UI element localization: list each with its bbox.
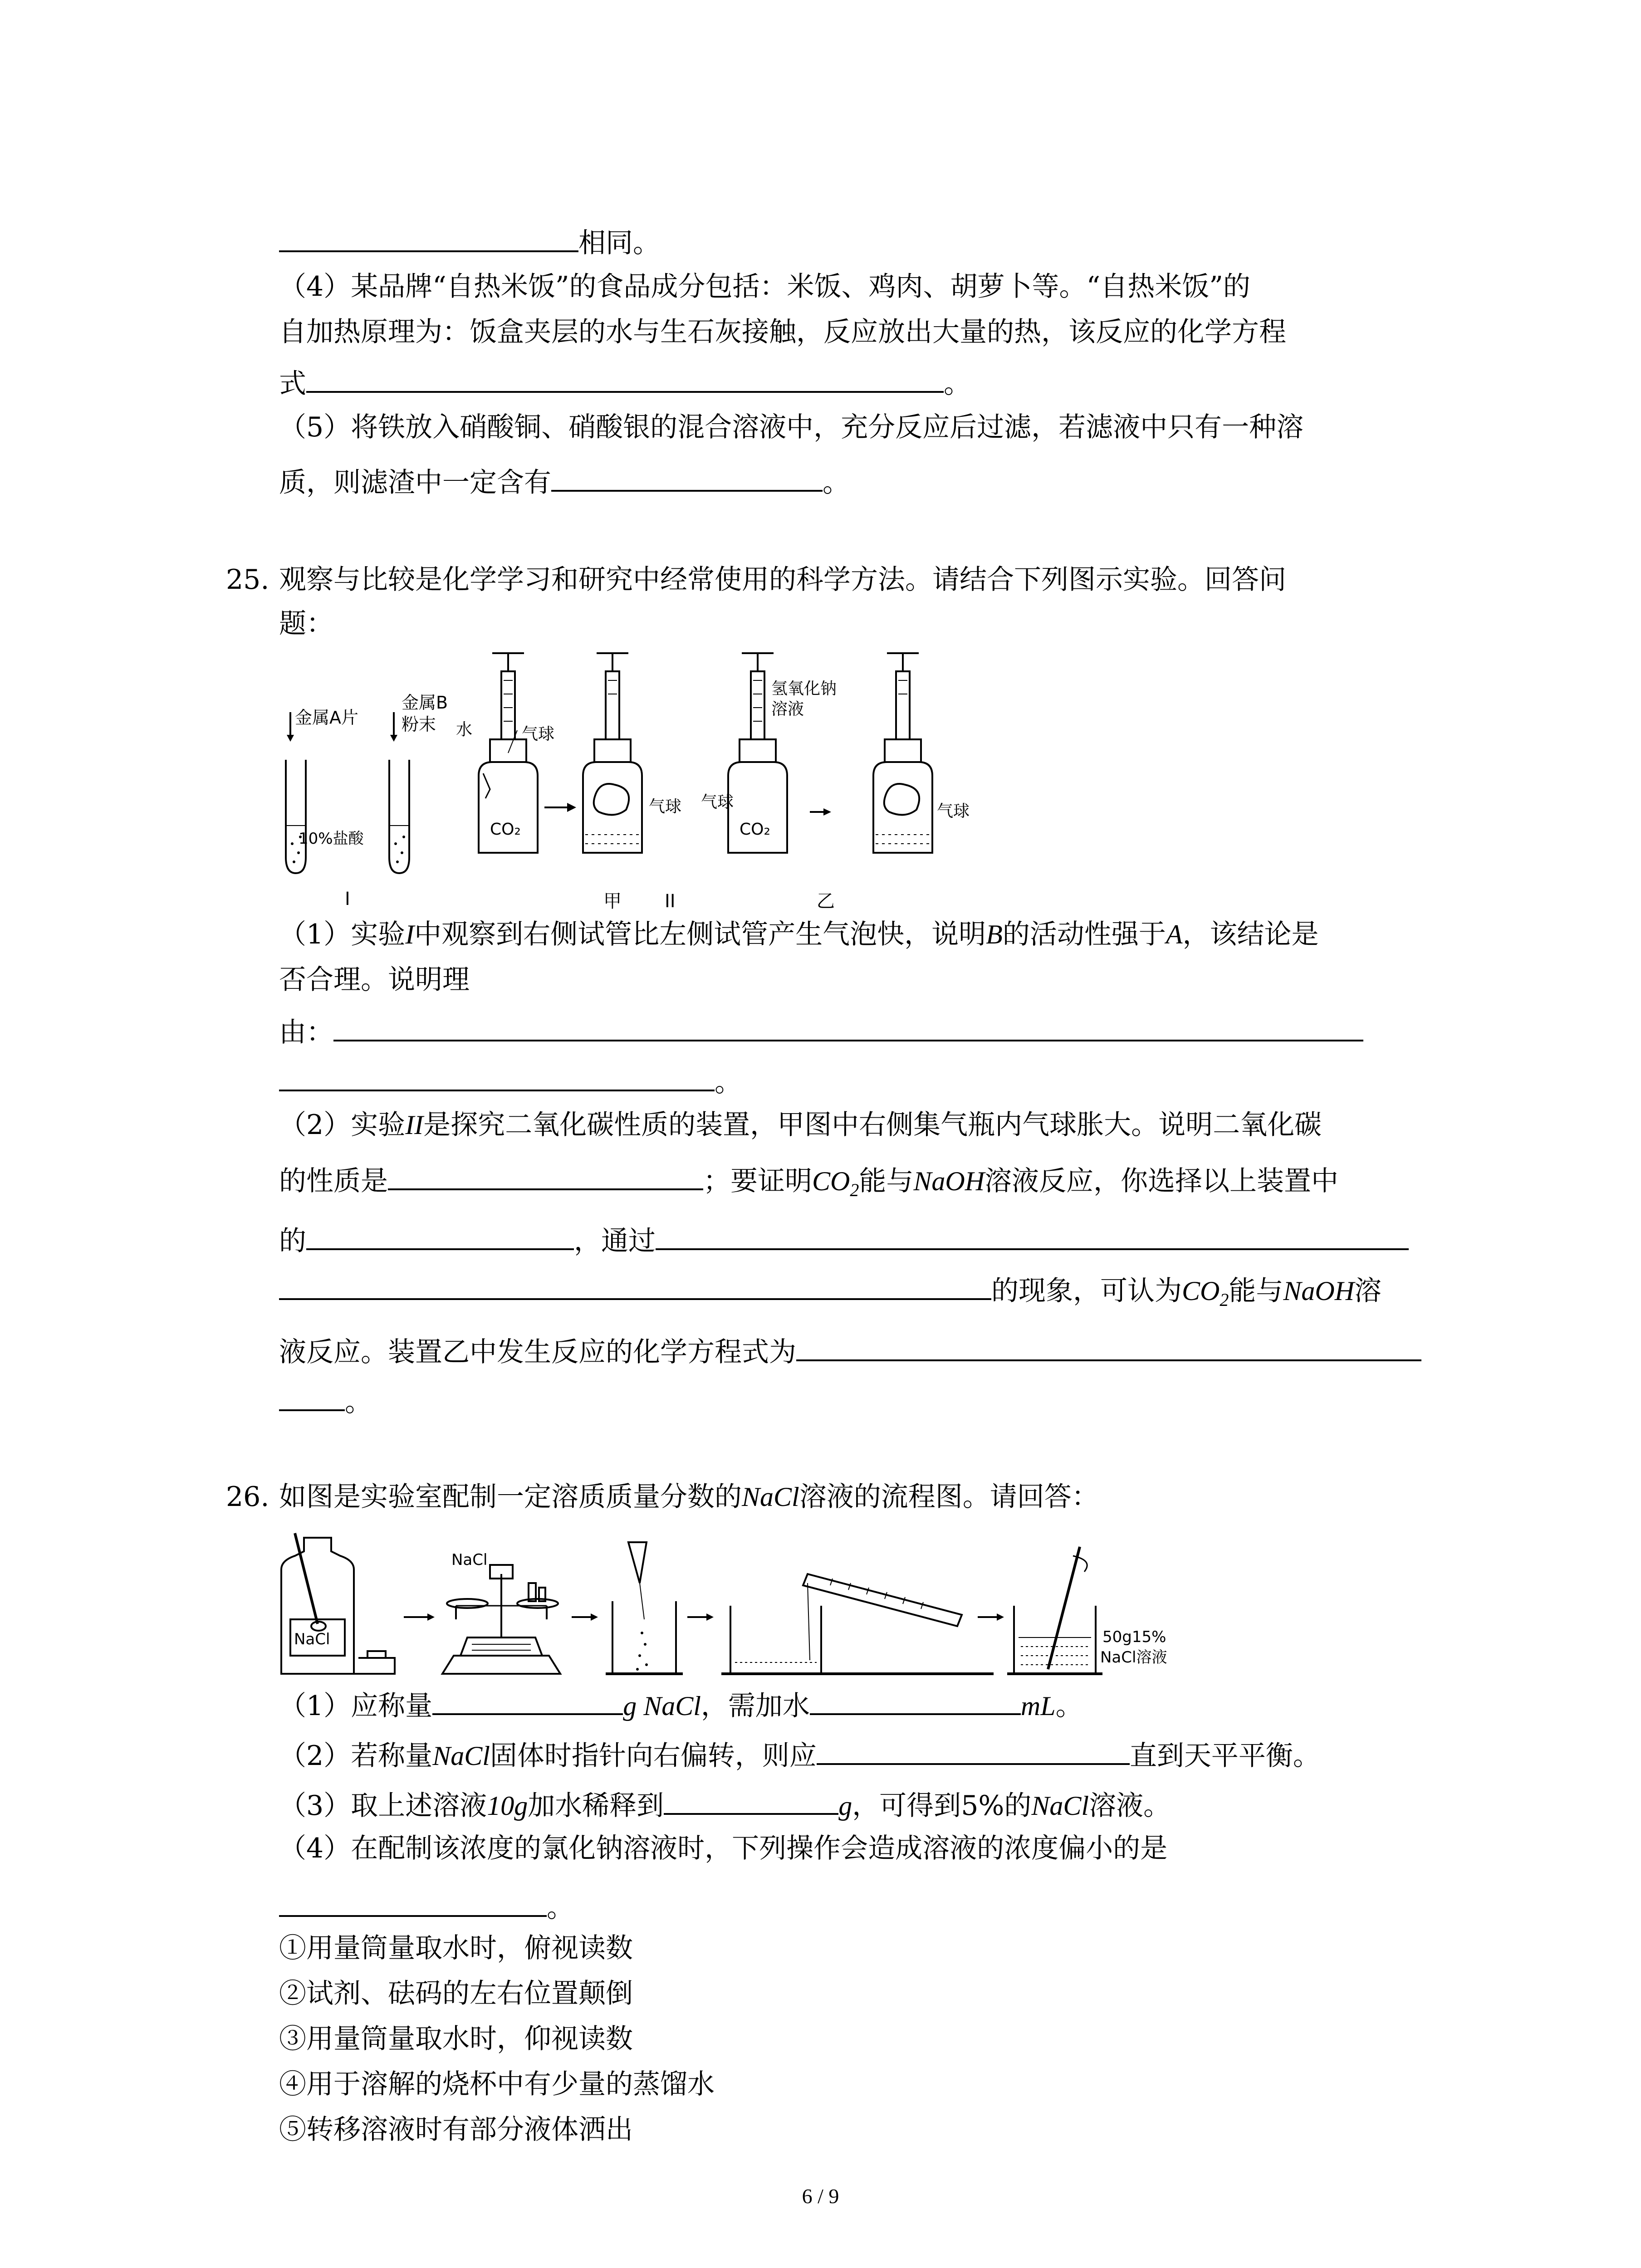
q26-procedure-figure <box>277 1529 1184 1678</box>
label-co2-jia: CO₂ <box>490 820 521 839</box>
q25-part1-line2: 否合理。说明理 <box>279 964 470 996</box>
answer-blank[interactable] <box>796 1336 1421 1361</box>
label-nacl-bottle: NaCl <box>294 1630 330 1648</box>
q26-option-5: ⑤转移溶液时有部分液体洒出 <box>279 2114 633 2146</box>
q25-stem-line2: 题： <box>279 608 333 640</box>
label-experiment-ii: II <box>665 891 676 912</box>
label-experiment-i: I <box>345 889 350 909</box>
q24-part4-line2: 自加热原理为：饭盒夹层的水与生石灰接触，反应放出大量的热，该反应的化学方程 <box>279 316 1286 348</box>
q25-part1-line3: 由： <box>279 1016 1363 1046</box>
q25-part2-line3: 的 ，通过 <box>279 1225 1409 1255</box>
answer-blank[interactable] <box>279 1275 991 1300</box>
page-number: 6 / 9 <box>802 2185 839 2208</box>
q26-part4: （4）在配制该浓度的氯化钠溶液时，下列操作会造成溶液的浓度偏小的是 <box>279 1833 1168 1864</box>
label-balloon-2: 气球 <box>649 797 682 816</box>
answer-blank[interactable] <box>279 1386 345 1411</box>
q26-option-3: ③用量筒量取水时，仰视读数 <box>279 2023 633 2055</box>
answer-blank[interactable] <box>551 466 823 492</box>
label-balloon-3: 气球 <box>701 793 734 811</box>
label-nacl-balance: NaCl <box>451 1551 488 1569</box>
beaker-stir <box>1007 1547 1102 1674</box>
q25-part2-line4: 的现象，可认为$CO_2$能与NaOH溶 <box>279 1275 1381 1309</box>
q26-part2: （2）若称量NaCl固体时指针向右偏转，则应 直到天平平衡。 <box>279 1740 1320 1772</box>
q25-part1-line4: 。 <box>279 1066 742 1096</box>
answer-blank[interactable] <box>664 1789 838 1815</box>
q25-stem-line1: 观察与比较是化学学习和研究中经常使用的科学方法。请结合下列图示实验。回答问 <box>279 564 1286 596</box>
answer-blank[interactable] <box>306 367 944 393</box>
q26-stem: 如图是实验室配制一定溶质质量分数的NaCl溶液的流程图。请回答： <box>279 1481 1099 1513</box>
q26-part4-answer: 。 <box>279 1892 574 1921</box>
label-jia: 甲 <box>603 891 622 912</box>
q25-number: 25. <box>226 564 269 596</box>
test-tube-left <box>286 760 306 873</box>
answer-blank[interactable] <box>279 1892 547 1917</box>
q25-part2-line1: （2）实验II是探究二氧化碳性质的装置，甲图中右侧集气瓶内气球胀大。说明二氧化碳 <box>279 1109 1322 1141</box>
label-metal-a: 金属A片 <box>295 708 358 728</box>
label-balloon-1: 气球 <box>522 725 555 743</box>
label-balloon-4: 气球 <box>937 802 970 821</box>
q24-part4-line1: （4）某品牌“自热米饭”的食品成分包括：米饭、鸡肉、胡萝卜等。“自热米饭”的 <box>279 271 1250 303</box>
bottle-jia-right <box>583 653 642 853</box>
q25-part1-line1: （1）实验I中观察到右侧试管比左侧试管产生气泡快，说明B的活动性强于A，该结论是 <box>279 919 1319 950</box>
answer-blank[interactable] <box>388 1165 703 1190</box>
answer-blank[interactable] <box>432 1690 623 1715</box>
q26-part1: （1）应称量 g NaCl，需加水 mL。 <box>279 1690 1083 1722</box>
test-tube-right <box>389 760 409 873</box>
answer-blank[interactable] <box>279 227 578 252</box>
q25-part2-line2: 的性质是 ；要证明$CO_2$能与NaOH溶液反应，你选择以上装置中 <box>279 1165 1339 1200</box>
beaker-pour <box>721 1574 994 1674</box>
balance <box>442 1565 560 1674</box>
label-metal-b-1: 金属B <box>402 693 448 713</box>
answer-blank[interactable] <box>306 1225 574 1250</box>
q26-number: 26. <box>226 1481 269 1513</box>
label-naoh-1: 氢氧化钠 <box>771 679 837 698</box>
q26-option-2: ②试剂、砝码的左右位置颠倒 <box>279 1978 633 2009</box>
answer-blank[interactable] <box>810 1690 1021 1715</box>
bottle-yi-right <box>873 653 932 853</box>
q24-part5-line1: （5）将铁放入硝酸铜、硝酸银的混合溶液中，充分反应后过滤，若滤液中只有一种溶 <box>279 411 1304 443</box>
line-top-1: 相同。 <box>279 227 660 257</box>
q25-part2-line6: 。 <box>279 1386 372 1416</box>
reagent-bottle <box>281 1533 395 1674</box>
q24-part4-line3: 式 。 <box>279 368 971 400</box>
beaker-dissolve <box>606 1542 683 1674</box>
q24-part5-line2: 质，则滤渣中一定含有 。 <box>279 467 850 499</box>
label-acid: 10%盐酸 <box>299 830 364 848</box>
q25-part2-line5: 液反应。装置乙中发生反应的化学方程式为 <box>279 1336 1421 1366</box>
q26-option-4: ④用于溶解的烧杯中有少量的蒸馏水 <box>279 2068 715 2100</box>
answer-blank[interactable] <box>333 1016 1363 1041</box>
answer-blank[interactable] <box>656 1225 1409 1250</box>
label-co2-yi: CO₂ <box>740 820 770 839</box>
answer-blank[interactable] <box>817 1740 1130 1765</box>
q25-experiment-figure <box>277 644 1003 916</box>
answer-blank[interactable] <box>279 1066 715 1091</box>
label-water: 水 <box>456 720 473 739</box>
q26-option-1: ①用量筒量取水时，俯视读数 <box>279 1932 633 1964</box>
label-metal-b-2: 粉末 <box>402 714 436 734</box>
label-yi: 乙 <box>817 891 835 912</box>
label-solution-2: NaCl溶液 <box>1100 1648 1167 1667</box>
label-naoh-2: 溶液 <box>771 700 804 719</box>
label-solution-1: 50g15% <box>1102 1628 1166 1646</box>
q26-part3: （3）取上述溶液10g加水稀释到 g，可得到5%的NaCl溶液。 <box>279 1790 1171 1822</box>
